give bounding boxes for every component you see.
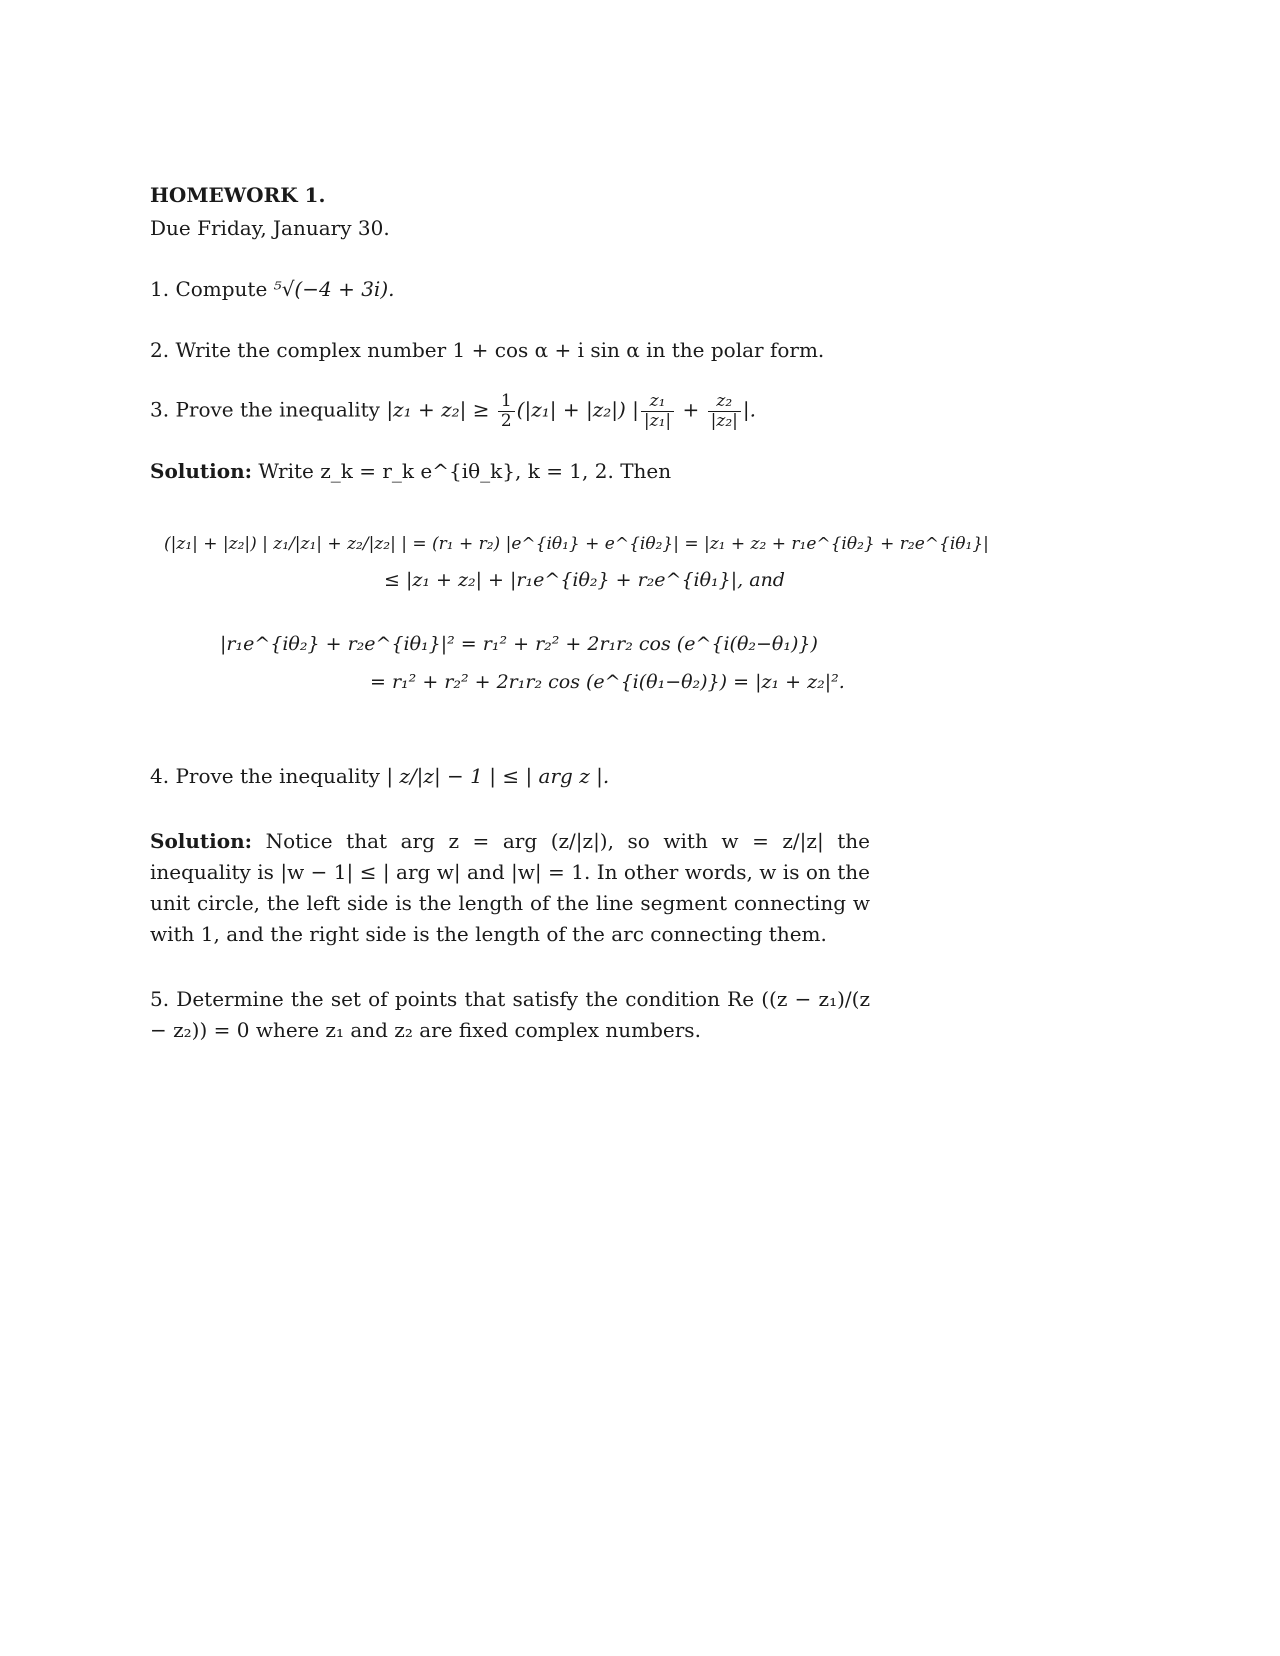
problem-2-text: 2. Write the complex number 1 + cos α + i sin α in the polar form. xyxy=(150,338,825,362)
page-title: HOMEWORK 1. xyxy=(150,183,326,207)
solution-3 xyxy=(150,456,870,487)
problem-2 xyxy=(150,335,870,366)
frac-z1 xyxy=(641,392,674,430)
equation-line-1: (|z₁| + |z₂|) | z₁/|z₁| + z₂/|z₂| | = (r₁ + r₂) |e^{iθ₁} + e^{iθ₂}| = |z₁ + z₂ + r₁e^{iθ₂} + r₂e^{iθ₁}| xyxy=(164,534,989,555)
problem-3-expr-left: |z₁ + z₂| ≥ xyxy=(386,397,496,422)
solution-4-lead: Solution: xyxy=(150,829,253,854)
half-num: 1 xyxy=(498,392,515,412)
problem-1-expr: ⁵√(−4 + 3i). xyxy=(273,277,395,301)
solution-3-equations xyxy=(164,527,989,599)
equation-line-4: = r₁² + r₂² + 2r₁r₂ cos (e^{i(θ₁−θ₂)}) = |z₁ + z₂|². xyxy=(370,671,845,694)
solution-3-text: Write z_k = r_k e^{iθ_k}, k = 1, 2. Then xyxy=(258,459,672,484)
half-den: 2 xyxy=(500,410,512,431)
frac-z2-den: |z₂| xyxy=(710,410,738,431)
problem-3 xyxy=(150,392,870,430)
solution-3-equations-2 xyxy=(220,625,870,701)
problem-4 xyxy=(150,761,870,792)
problem-1-label: 1. Compute xyxy=(150,277,274,301)
frac-z1-num: z₁ xyxy=(641,392,674,412)
frac-z2 xyxy=(708,392,741,430)
frac-z2-num: z₂ xyxy=(708,392,741,412)
problem-5 xyxy=(150,984,870,1046)
problem-4-expr: | z/|z| − 1 | ≤ | arg z |. xyxy=(386,764,610,789)
problem-1 xyxy=(150,274,870,305)
solution-4 xyxy=(150,826,870,950)
plus-sign: + xyxy=(676,397,706,422)
solution-4-text: Notice that arg z = arg (z/|z|), so with w = z/|z| the inequality is |w − 1| ≤ | arg w| and |w| = 1. In other words, w is on the unit circle, the left side is the length of the line segment connecting w with 1, and the right side is the length of the arc connecting them. xyxy=(150,829,870,947)
problem-5-text: 5. Determine the set of points that satisfy the condition Re ((z − z₁)/(z − z₂)) = 0 where z₁ and z₂ are fixed complex numbers. xyxy=(150,987,870,1043)
problem-3-expr-mid: (|z₁| + |z₂|) | xyxy=(516,397,639,422)
problem-3-label: 3. Prove the inequality xyxy=(150,397,387,422)
equation-line-3: |r₁e^{iθ₂} + r₂e^{iθ₁}|² = r₁² + r₂² + 2r₁r₂ cos (e^{i(θ₂−θ₁)}) xyxy=(220,633,818,656)
problem-4-label: 4. Prove the inequality xyxy=(150,764,387,789)
due-date: Due Friday, January 30. xyxy=(150,216,390,240)
half-fraction xyxy=(498,392,515,430)
homework-page xyxy=(150,170,989,1046)
frac-z1-den: |z₁| xyxy=(643,410,672,431)
equation-line-2: ≤ |z₁ + z₂| + |r₁e^{iθ₂} + r₂e^{iθ₁}|, and xyxy=(384,569,785,592)
problem-3-expr-end: |. xyxy=(742,397,756,422)
solution-3-lead: Solution: xyxy=(150,459,253,484)
